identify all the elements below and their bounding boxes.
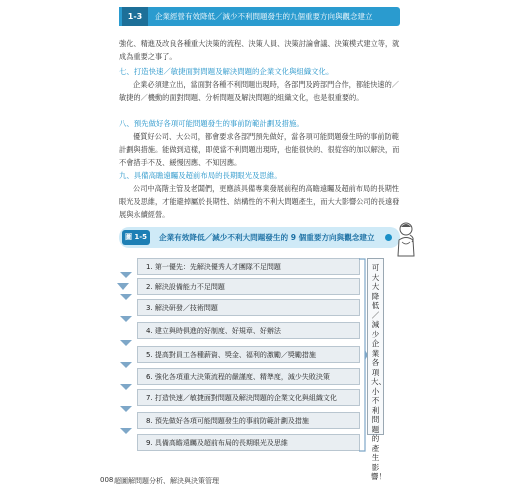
section-header	[119, 7, 400, 26]
step-4: 4. 建立與時俱進的好制度、好規章、好辦法	[137, 322, 360, 339]
step-2: 2. 解決設備能力不足問題	[137, 278, 360, 295]
section-9-body: 公司中高階主管及老闆們，更應該具備專業發展前程的高瞻遠矚及超前布局的長期性眼光及思維，才能避掉屬於長期性、結構性的不利大問題產生，而大大影響公司的長遠發展與永續經營。	[119, 184, 400, 219]
figure-title-bar	[119, 227, 400, 248]
step-1: 1. 第一優先：先解決優秀人才團隊不足問題	[137, 258, 360, 275]
flow-arrows	[117, 260, 135, 450]
section-number: 1-3	[122, 7, 148, 26]
step-3: 3. 解決研發／技術問題	[137, 299, 360, 316]
section-8-body: 優質好公司、大公司，都會要求各部門預先做好，當各項可能問題發生時的事前防範計劃與措施。能做到這樣，即使當不利問題出現時，也能很快的、很從容的加以解決，而不會措手不及、緩慢因應、不知因應。	[119, 132, 400, 167]
thinking-man-icon	[390, 220, 422, 258]
step-9: 9. 具備高瞻遠矚及超前布局的長期眼光及思維	[137, 434, 360, 451]
section-title: 企業經營有效降低／減少不利問題發生的九個重要方向與觀念建立	[155, 12, 373, 21]
step-5: 5. 提高對員工各種薪資、獎金、福利的激勵／獎勵措施	[137, 346, 360, 363]
step-6: 6. 強化各項重大決策流程的嚴謹度、精準度，減少失敗決策	[137, 368, 360, 385]
section-7-body: 企業必須建立出，當面對各種不利問題出現時，各部門及跨部門合作，都能快速的／敏捷的／機動的面對問題、分析問題及解決問題的組織文化，也是很重要的。	[119, 80, 399, 102]
section-7-heading: 七、打造快速／敏捷面對問題及解決問題的企業文化與組織文化。	[119, 67, 334, 76]
step-8: 8. 預先做好各項可能問題發生的事前防範計劃及措施	[137, 412, 360, 429]
section-8-heading: 八、預先做好各項可能問題發生的事前防範計劃及措施。	[119, 119, 304, 128]
page-number: 008	[100, 476, 114, 484]
summary-box: 可大大降低／減少企業各項大、小不利問題的產生影響！	[367, 258, 384, 435]
section-9-heading: 九、具備高瞻遠矚及超前布局的長期眼光及思維。	[119, 171, 282, 180]
figure-badge: 圖 1-5	[122, 230, 150, 245]
book-title: 超圖解問題分析、解決與決策管理	[114, 477, 219, 485]
figure-title: 企業有效降低／減少不利大問題發生的 9 個重要方向與觀念建立	[159, 233, 375, 242]
intro-paragraph: 強化、精進及改良各種重大決策的流程、決策人員、決策討論會議、決策模式建立等，就成為重要之事了。	[119, 39, 400, 61]
step-7: 7. 打造快速／敏捷面對問題及解決問題的企業文化與組織文化	[137, 389, 360, 406]
